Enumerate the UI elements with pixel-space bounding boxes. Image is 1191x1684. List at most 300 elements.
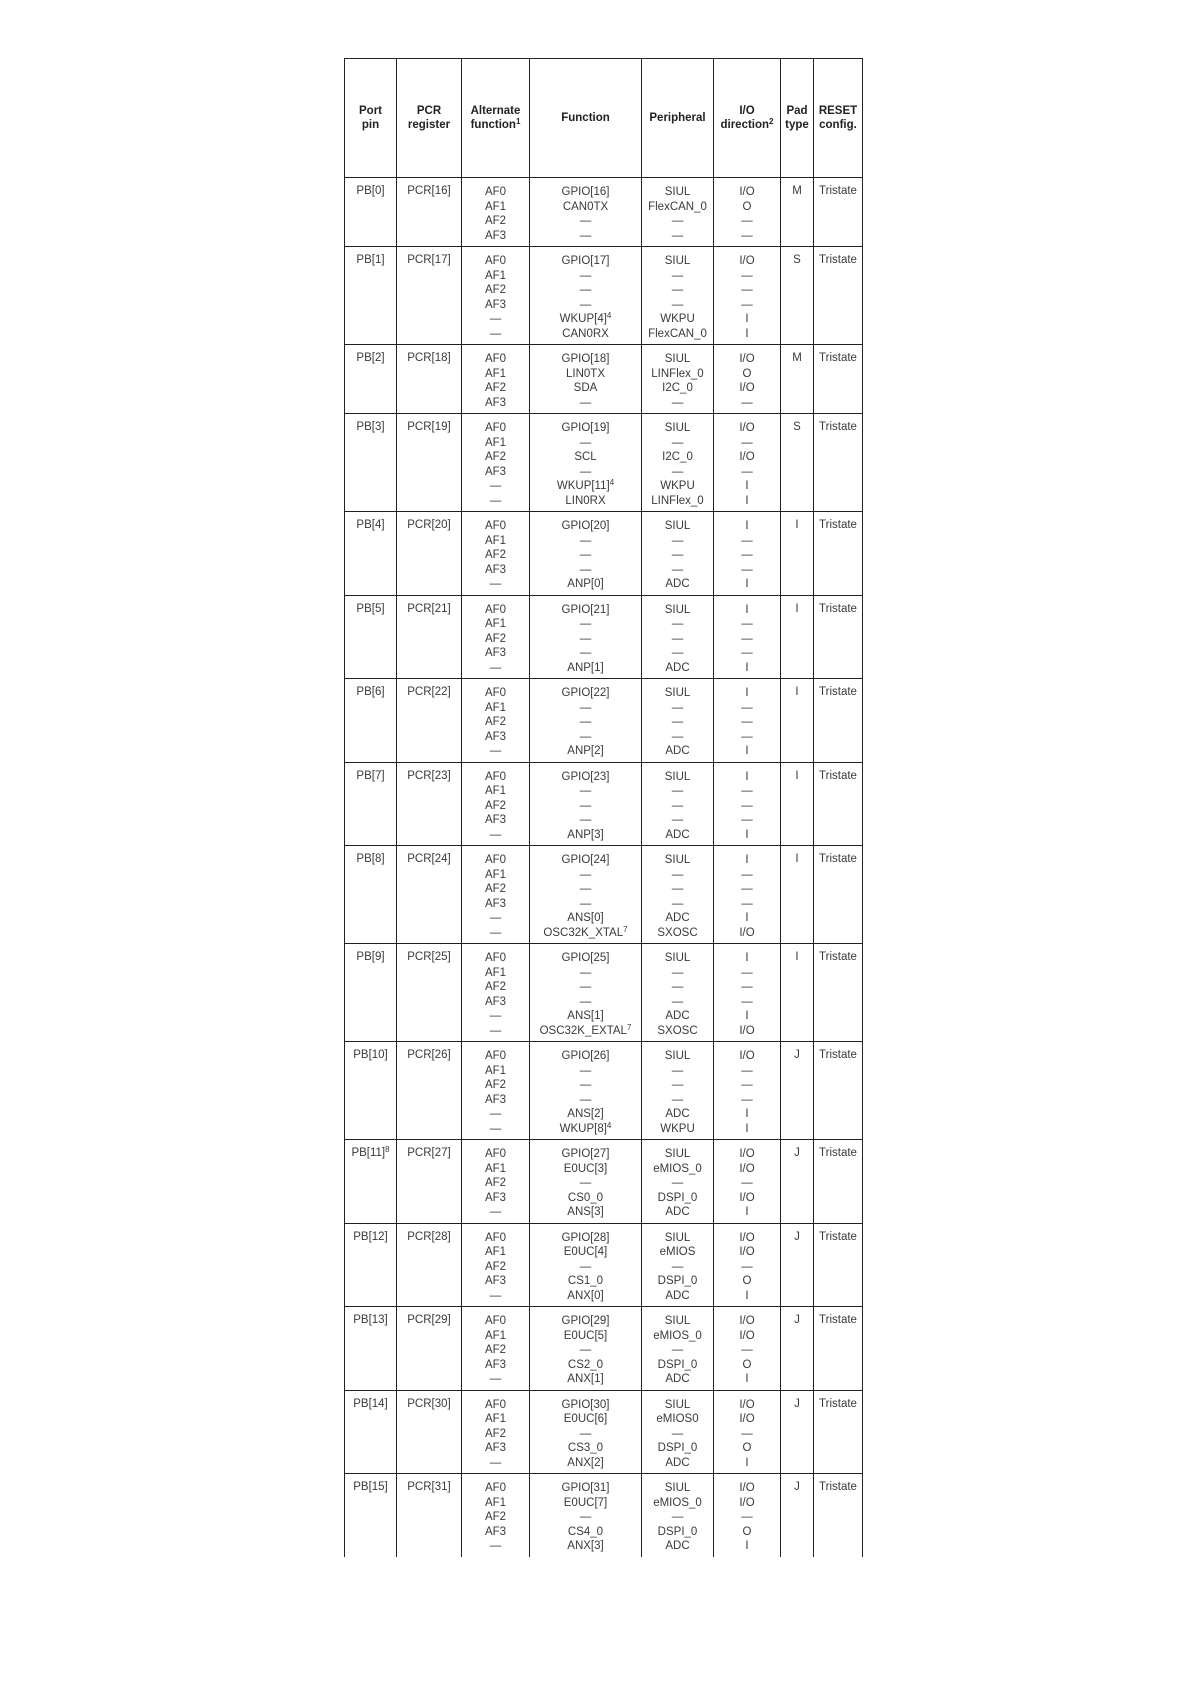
pad-type-cell [781,679,814,763]
alternate-function: — [489,828,502,841]
port-pin: PB[5] [356,602,385,615]
pad-type-cell [781,414,814,512]
alternate-function: — [489,1010,502,1022]
port-pin: PB[3] [356,421,385,433]
function [530,1024,641,1039]
alternate-function-cell [462,944,530,1042]
peripheral: — [671,1427,684,1440]
function-name: — [579,1511,592,1523]
io-direction: — [741,1064,753,1077]
function-cell [530,414,642,512]
function-name: — [579,436,592,449]
column-header-line: pin [361,119,380,131]
function [530,784,641,799]
pad-type-cell [781,178,814,247]
io-direction: — [741,716,753,728]
peripheral: eMIOS [659,1246,696,1258]
reset-config: Tristate [819,951,857,963]
function [530,1205,641,1220]
function [530,396,641,411]
alternate-function: AF2 [484,883,507,895]
alternate-function: AF0 [484,1482,507,1494]
peripheral: FlexCAN_0 [648,200,707,213]
function-name: ANS[2] [567,1108,604,1120]
port-pin: PB[9] [356,951,385,963]
io-direction: — [741,1177,753,1189]
reset-config: Tristate [819,185,857,197]
pad-type-cell [781,762,814,846]
alternate-function-cell [462,1223,530,1307]
function [530,367,641,382]
port-pin-cell [345,345,397,414]
function [530,327,641,342]
function-name: ANS[0] [567,912,604,924]
pcr-register: PCR[18] [407,352,451,364]
io-direction: I/O [739,1246,755,1258]
function [530,1456,641,1471]
io-direction: — [741,701,753,714]
reset-config-cell [814,247,863,345]
reset-config: Tristate [819,254,857,266]
port-pin: PB[10] [353,1049,388,1061]
peripheral-cell [642,846,714,944]
function-name: — [579,1427,592,1440]
peripheral: FlexCAN_0 [648,327,707,340]
function [530,882,641,897]
peripheral: — [671,966,684,979]
port-pin-cell [345,1474,397,1557]
function-name: GPIO[20] [561,520,610,532]
alternate-function: AF2 [484,549,507,561]
io-direction: I/O [739,1315,755,1327]
peripheral: DSPI_0 [657,1358,698,1371]
io-direction: I [745,1010,749,1022]
function-name: — [579,1064,592,1077]
io-direction-cell [714,512,781,596]
reset-config-cell [814,1140,863,1224]
io-direction: — [741,549,753,561]
io-direction: I [745,1289,749,1302]
peripheral: — [671,1064,684,1077]
peripheral: — [671,465,684,478]
peripheral: — [671,534,684,547]
io-direction: I [745,327,749,340]
function-name: WKUP[11] [556,480,610,492]
function-name: GPIO[28] [561,1231,610,1244]
alternate-function: — [489,1122,502,1135]
function [530,421,641,436]
pcr-register: PCR[29] [407,1314,451,1326]
alternate-function: AF0 [484,687,507,699]
function [530,603,641,618]
table-row [345,247,863,345]
io-direction: I [745,520,749,532]
io-direction: I [745,313,749,325]
peripheral: SIUL [664,854,691,866]
peripheral: — [671,981,684,993]
function-name: — [579,269,592,282]
function-name: ANP[2] [567,745,604,757]
io-direction: I [745,745,749,757]
alternate-function-cell [462,1042,530,1140]
function-name: CS3_0 [567,1442,604,1454]
table-row [345,846,863,944]
peripheral: — [671,1093,684,1106]
pcr-register-cell [397,247,462,345]
alternate-function: — [489,926,502,939]
pcr-register-cell [397,1474,462,1557]
reset-config: Tristate [819,1049,857,1061]
io-direction-cell [714,1390,781,1474]
reset-config-cell [814,1223,863,1307]
function-name: — [579,563,592,576]
io-direction-cell [714,178,781,247]
peripheral-cell [642,345,714,414]
peripheral: — [671,1079,684,1091]
alternate-function-cell [462,512,530,596]
port-pin-cell [345,1140,397,1224]
io-direction: — [741,1427,753,1440]
io-direction: I [745,687,749,699]
reset-config: Tristate [819,1481,857,1493]
function-name: ANX[0] [567,1289,604,1302]
port-pin: PB[12] [353,1230,388,1243]
io-direction: — [741,883,753,895]
function-name: E0UC[4] [563,1246,608,1258]
peripheral-cell [642,679,714,763]
table-body [345,178,863,1557]
pad-type: S [793,254,801,266]
peripheral: SXOSC [657,926,698,939]
alternate-function-cell [462,1140,530,1224]
port-pin: PB[2] [356,352,385,364]
peripheral: — [671,868,684,881]
function-name: CS1_0 [567,1275,604,1287]
column-header-line: type [785,119,809,131]
alternate-function: AF0 [484,186,507,198]
peripheral: SIUL [664,952,691,964]
io-direction: — [741,730,753,743]
pcr-register-cell [397,345,462,414]
function [530,1539,641,1554]
peripheral-cell [642,1307,714,1391]
function-name: CAN0TX [562,200,609,213]
peripheral-cell [642,247,714,345]
function [530,1314,641,1329]
io-direction: — [741,632,753,645]
table-row [345,679,863,763]
io-direction: — [741,1079,753,1091]
peripheral: SIUL [664,422,691,434]
alternate-function: AF2 [484,799,507,812]
pcr-register-cell [397,1307,462,1391]
io-direction-cell [714,762,781,846]
function [530,312,641,327]
pcr-register-cell [397,595,462,679]
function [530,1510,641,1525]
io-direction: I/O [739,1413,755,1425]
pcr-register: PCR[20] [407,519,451,531]
function [530,1176,641,1191]
io-direction: I/O [739,353,755,365]
function-name: ANS[1] [567,1010,604,1022]
port-pin: PB[7] [356,769,385,782]
io-direction-cell [714,679,781,763]
function-name: ANP[1] [567,661,604,674]
port-pin-cell [345,1307,397,1391]
io-direction: — [741,1260,753,1273]
peripheral: SIUL [664,1231,691,1244]
alternate-function: AF1 [484,785,507,797]
alternate-function: AF2 [484,215,507,227]
function [530,770,641,785]
pad-type: J [794,1314,800,1326]
alternate-function: AF1 [484,1162,507,1175]
column-header [781,59,814,178]
io-direction: I/O [739,1329,755,1342]
port-pin: PB[6] [356,686,385,698]
peripheral-cell [642,1042,714,1140]
peripheral: — [671,1511,684,1523]
function [530,1147,641,1162]
peripheral: — [671,298,684,311]
function-name: CS0_0 [567,1191,604,1204]
function-name: — [579,868,592,881]
peripheral-cell [642,1474,714,1557]
pcr-register: PCR[24] [407,853,451,865]
function-cell [530,762,642,846]
function [530,1107,641,1122]
io-direction: — [741,785,753,797]
alternate-function: AF2 [484,1344,507,1356]
peripheral: — [671,563,684,576]
function [530,185,641,200]
io-direction: — [741,618,753,630]
function-cell [530,1307,642,1391]
alternate-function: AF2 [484,632,507,645]
function-name: — [579,1093,592,1106]
function-name: — [579,785,592,797]
alternate-function: AF1 [484,966,507,979]
table-row [345,345,863,414]
function [530,828,641,843]
peripheral: SXOSC [657,1024,698,1037]
pad-type-cell [781,512,814,596]
io-direction: — [741,215,753,227]
peripheral: I2C_0 [662,382,693,394]
function-name: — [579,1177,592,1189]
function [530,200,641,215]
function [530,436,641,451]
reset-config-cell [814,846,863,944]
alternate-function: AF0 [484,520,507,532]
function [530,1274,641,1289]
port-pin: PB[0] [356,185,385,197]
peripheral-cell [642,1223,714,1307]
alternate-function: — [489,1206,502,1218]
alternate-function: AF0 [484,952,507,964]
alternate-function: — [489,1024,502,1037]
reset-config: Tristate [819,352,857,364]
pcr-register-cell [397,762,462,846]
function-name: ANX[3] [567,1540,604,1552]
function [530,897,641,912]
alternate-function: AF3 [484,1191,507,1204]
pcr-register: PCR[27] [407,1147,451,1159]
peripheral: — [671,215,684,227]
function [530,1372,641,1387]
alternate-function: — [489,313,502,325]
column-header-line: I/O [739,105,755,117]
function-cell [530,1140,642,1224]
function [530,646,641,661]
alternate-function-cell [462,178,530,247]
peripheral: ADC [665,828,690,841]
io-direction: I/O [739,186,755,198]
function [530,450,641,465]
alternate-function: AF3 [484,1525,507,1538]
peripheral: ADC [665,1010,690,1022]
table-row [345,595,863,679]
function [530,995,641,1010]
function-cell [530,1390,642,1474]
reset-config-cell [814,512,863,596]
peripheral: SIUL [664,603,691,616]
alternate-function: AF2 [484,1177,507,1189]
port-pin-cell [345,1223,397,1307]
peripheral: eMIOS_0 [653,1496,702,1509]
io-direction: — [741,814,753,826]
peripheral-cell [642,762,714,846]
function-name: GPIO[18] [561,353,610,365]
io-direction: — [741,981,753,993]
pad-type: M [792,185,802,197]
port-pin-cell [345,178,397,247]
io-direction: — [741,647,753,659]
io-direction: I/O [739,1482,755,1494]
function-name: GPIO[17] [561,255,610,267]
column-header-line: function [470,119,516,131]
io-direction: O [742,1525,752,1538]
peripheral: eMIOS_0 [653,1329,702,1342]
function-name: ANP[3] [567,828,604,841]
function [530,1191,641,1206]
io-direction: O [742,1442,752,1454]
io-direction: I [745,1206,749,1218]
peripheral: — [671,269,684,282]
function [530,868,641,883]
function-name: GPIO[21] [561,603,610,616]
io-direction: I/O [739,1148,755,1160]
peripheral-cell [642,944,714,1042]
function-name: — [579,534,592,547]
footnote-marker: 4 [609,478,615,487]
peripheral: — [671,799,684,812]
io-direction: I [745,828,749,841]
alternate-function: AF2 [484,716,507,728]
alternate-function: AF2 [484,451,507,463]
function [530,534,641,549]
pad-type-cell [781,944,814,1042]
function-cell [530,846,642,944]
reset-config-cell [814,1390,863,1474]
io-direction: I [745,952,749,964]
alternate-function: AF1 [484,1413,507,1425]
alternate-function: AF0 [484,353,507,365]
function [530,686,641,701]
alternate-function: AF2 [484,1079,507,1091]
reset-config-cell [814,762,863,846]
alternate-function: AF0 [484,422,507,434]
peripheral: — [671,647,684,659]
port-pin-cell [345,595,397,679]
pcr-register: PCR[31] [407,1481,451,1493]
column-header-line: Alternate [470,105,521,117]
io-direction: — [741,269,753,282]
function-name: — [579,730,592,743]
alternate-function: AF3 [484,647,507,659]
pcr-register: PCR[28] [407,1230,451,1243]
function [530,661,641,676]
alternate-function-cell [462,1307,530,1391]
peripheral: ADC [665,1108,690,1120]
table-row [345,512,863,596]
peripheral: — [671,897,684,910]
function-name: WKUP[4] [559,313,607,325]
peripheral: WKPU [660,1122,695,1135]
function-name: — [579,897,592,910]
pad-type-cell [781,247,814,345]
column-header [462,59,530,178]
io-direction: I [745,1456,749,1469]
io-direction: I [745,578,749,590]
function-name: ANX[1] [567,1373,604,1385]
reset-config: Tristate [819,519,857,531]
io-direction-cell [714,1042,781,1140]
peripheral: — [671,995,684,1008]
alternate-function: AF1 [484,367,507,380]
peripheral: SIUL [664,1050,691,1062]
peripheral: ADC [665,1373,690,1385]
io-direction: I [745,661,749,674]
function [530,1427,641,1442]
function [530,853,641,868]
port-pin-cell [345,247,397,345]
peripheral: WKPU [660,480,695,492]
pcr-register-cell [397,414,462,512]
function [530,1412,641,1427]
reset-config: Tristate [819,853,857,865]
function [530,966,641,981]
table-row [345,1307,863,1391]
function-name: — [579,465,592,478]
peripheral: ADC [665,578,690,590]
pcr-register-cell [397,679,462,763]
function-name: — [579,701,592,714]
pad-type-cell [781,1390,814,1474]
function-cell [530,944,642,1042]
function [530,1481,641,1496]
alternate-function: AF2 [484,382,507,394]
alternate-function: — [489,578,502,590]
function [530,1398,641,1413]
io-direction: I/O [739,1024,755,1037]
io-direction-cell [714,846,781,944]
peripheral: — [671,1344,684,1356]
alternate-function: AF3 [484,730,507,743]
peripheral: ADC [665,1289,690,1302]
alternate-function: AF1 [484,618,507,630]
